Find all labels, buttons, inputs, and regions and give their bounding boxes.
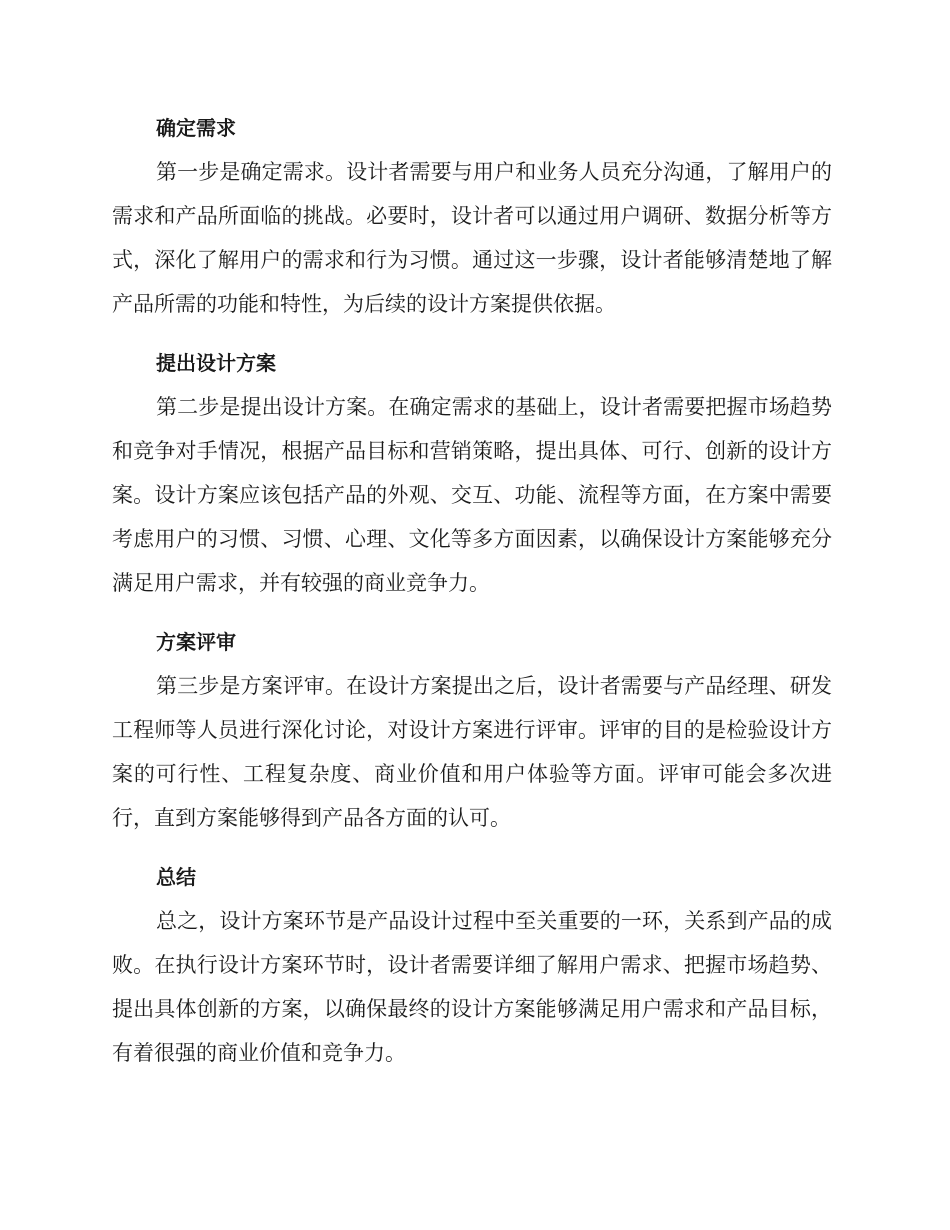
section-paragraph-summary: 总之，设计方案环节是产品设计过程中至关重要的一环，关系到产品的成败。在执行设计方案环节时，设计者需要详细了解用户需求、把握市场趋势、提出具体创新的方案，以确保最终的设计方案能够满足用户需求和产品目标，有着很强的商业价值和竞争力。	[112, 909, 832, 1065]
section-paragraph-determine-requirements: 第一步是确定需求。设计者需要与用户和业务人员充分沟通，了解用户的需求和产品所面临的挑战。必要时，设计者可以通过用户调研、数据分析等方式，深化了解用户的需求和行为习惯。通过这一步骤，设计者能够清楚地了解产品所需的功能和特性，为后续的设计方案提供依据。	[112, 160, 832, 316]
section-paragraph-design-review: 第三步是方案评审。在设计方案提出之后，设计者需要与产品经理、研发工程师等人员进行深化讨论，对设计方案进行评审。评审的目的是检验设计方案的可行性、工程复杂度、商业价值和用户体验等方面。评审可能会多次进行，直到方案能够得到产品各方面的认可。	[112, 674, 832, 830]
section-heading-design-review: 方案评审	[156, 630, 236, 654]
document-body	[112, 106, 832, 1090]
section-heading-summary: 总结	[156, 865, 196, 889]
section-paragraph-propose-design: 第二步是提出设计方案。在确定需求的基础上，设计者需要把握市场趋势和竞争对手情况，根据产品目标和营销策略，提出具体、可行、创新的设计方案。设计方案应该包括产品的外观、交互、功能、流程等方面，在方案中需要考虑用户的习惯、习惯、心理、文化等多方面因素，以确保设计方案能够充分满足用户需求，并有较强的商业竞争力。	[112, 395, 832, 595]
section-heading-propose-design: 提出设计方案	[156, 351, 276, 375]
section-heading-determine-requirements: 确定需求	[156, 116, 236, 140]
